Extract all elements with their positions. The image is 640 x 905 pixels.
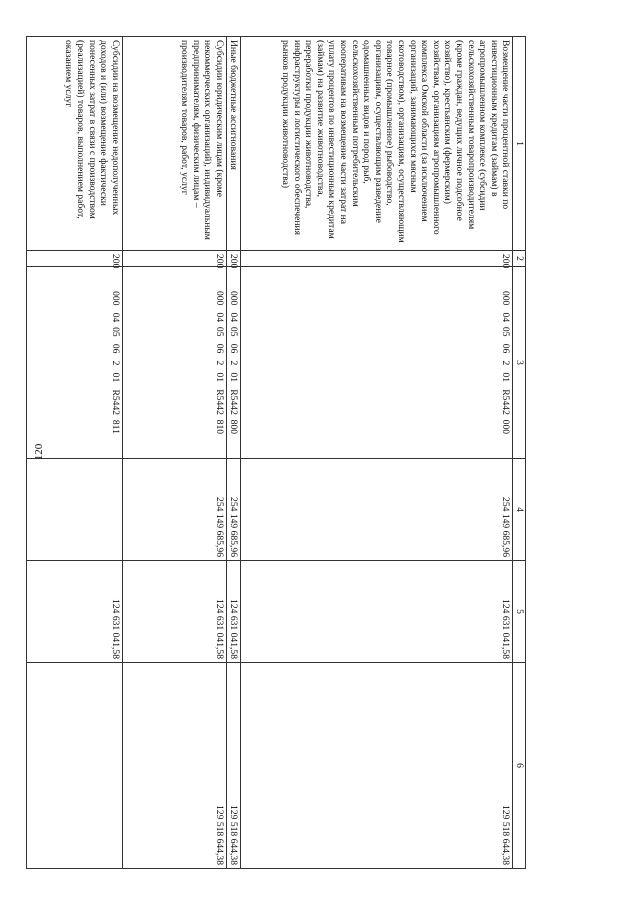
column-header: 3 (513, 267, 526, 459)
amount-cell: 124 631 041,58 (122, 561, 226, 663)
amount-cell: 129 518 644,38 (122, 663, 226, 869)
amount-cell: 124 631 041,58 (241, 561, 513, 663)
amount-cell: 254 149 685,96 (226, 459, 241, 561)
table-row (26, 37, 122, 869)
table-row (122, 37, 226, 869)
column-header: 6 (513, 663, 526, 869)
row-name-cell: Субсидии на возмещение недополученных доходов и (или) возмещение фактически понесенных затрат в связи с производством (реализацией) товаров, выполнением работ, оказанием услуг (26, 37, 122, 251)
amount-cell: 254 149 685,96 (122, 459, 226, 561)
row-name-cell: Иные бюджетные ассигнования (226, 37, 241, 251)
admin-code-cell: 200 (226, 251, 241, 267)
admin-code-cell: 200 (122, 251, 226, 267)
amount-cell: 254 149 685,96 (241, 459, 513, 561)
admin-code-cell: 200 (241, 251, 513, 267)
row-name-cell: Возмещение части процентной ставки по инвестиционным кредитам (займам) в агропромышленном комплексе (субсидии сельскохозяйственным товаропроизводителям (кроме граждан, ведущих личное подсобное хозяйство), крестьянским (фермерским) хозяйствам, организациям агропромышленного комплекса Омской области (за исключением организаций, занимающихся мясным скотоводством), организациям, осуществляющим товарное (промышленное) рыбоводство, организациям, осуществляющим разведение одомашненных видов и пород рыб, сельскохозяйственным потребительским кооперативам на возмещение части затрат на уплату процентов по инвестиционным кредитам (займам) на развитие животноводства, переработки продукции животноводства, инфраструктуры и логистического обеспечения рынков продукции животноводства) (241, 37, 513, 251)
classification-code-cell: 000 04 05 06 2 01 R5442 800 (226, 267, 241, 459)
amount-cell: 129 518 644,38 (241, 663, 513, 869)
amount-cell: 129 518 644,38 (226, 663, 241, 869)
table-row (241, 37, 513, 869)
table-row (226, 37, 241, 869)
amount-cell: 124 631 041,58 (26, 561, 122, 663)
column-header: 2 (513, 251, 526, 267)
row-name-cell: Субсидии юридическим лицам (кроме некоммерческих организаций), индивидуальным предпринимателям, физическим лицам – производителям товаров, работ, услуг (122, 37, 226, 251)
amount-cell (26, 663, 122, 869)
amount-cell: 124 631 041,58 (226, 561, 241, 663)
admin-code-cell: 200 (26, 251, 122, 267)
classification-code-cell: 000 04 05 06 2 01 R5442 811 (26, 267, 122, 459)
header-row (513, 37, 526, 869)
amount-cell (26, 459, 122, 561)
classification-code-cell: 000 04 05 06 2 01 R5442 810 (122, 267, 226, 459)
page-number: 120 (33, 443, 45, 461)
classification-code-cell: 000 04 05 06 2 01 R5442 000 (241, 267, 513, 459)
column-header: 4 (513, 459, 526, 561)
column-header: 1 (513, 37, 526, 251)
column-header: 5 (513, 561, 526, 663)
budget-table (26, 36, 526, 869)
